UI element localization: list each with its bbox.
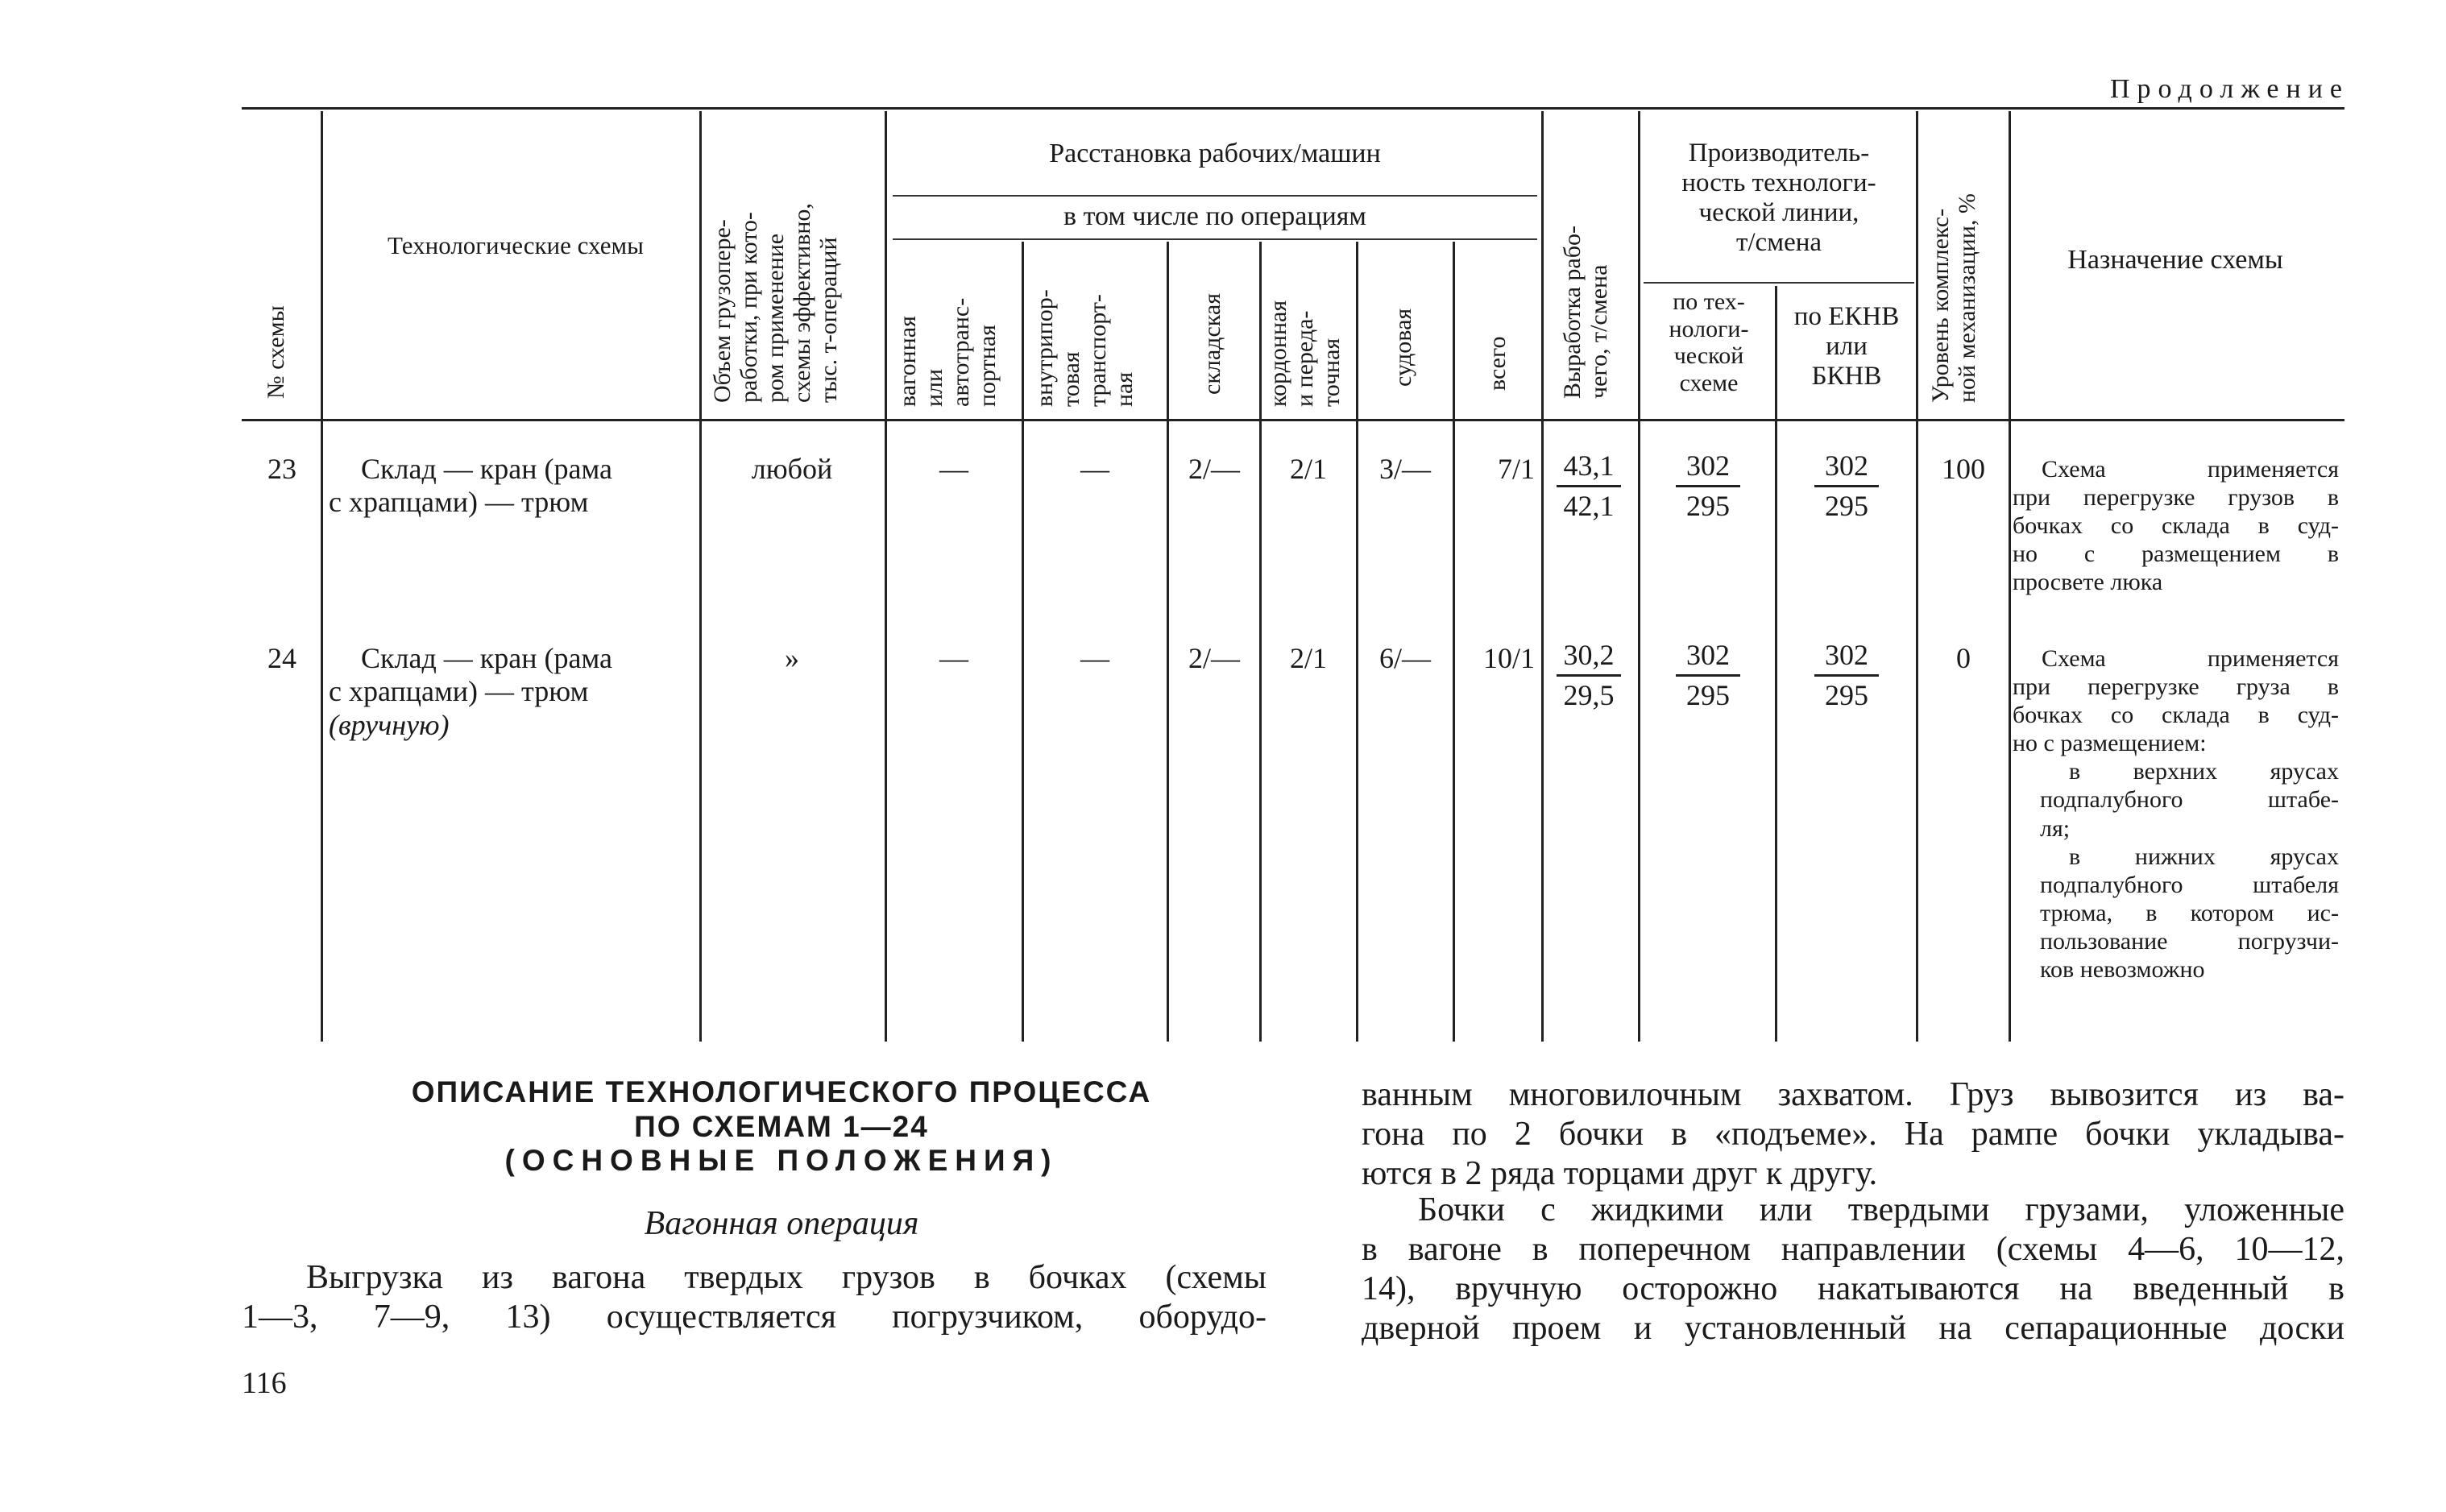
placement-subrule xyxy=(893,195,1537,197)
row24-productivity: $\frac{302}{295}$ xyxy=(1676,638,1740,713)
page-number: 116 xyxy=(242,1366,287,1400)
col-rule-11 xyxy=(1775,286,1777,1042)
header-wagon: вагонная или автотранс- портная xyxy=(894,297,1001,407)
col-rule-5 xyxy=(1167,242,1169,1042)
col-rule-3 xyxy=(885,111,887,1042)
row24-volume: » xyxy=(785,642,799,674)
row23-total: 7/1 xyxy=(1497,453,1535,485)
row24-wagon: — xyxy=(939,642,968,674)
row24-output: $\frac{30,2}{29,5}$ xyxy=(1557,638,1621,713)
row24-cordon: 2/1 xyxy=(1289,642,1327,674)
row23-no: 23 xyxy=(267,453,296,485)
row24-warehouse: 2/— xyxy=(1188,642,1240,674)
row23-productivity: $\frac{302}{295}$ xyxy=(1676,449,1740,524)
row23-warehouse: 2/— xyxy=(1188,453,1240,485)
row23-mechanization: 100 xyxy=(1942,453,1985,485)
row23-internal: — xyxy=(1080,453,1109,485)
col-rule-13 xyxy=(2009,111,2011,1042)
col-rule-12 xyxy=(1916,111,1918,1042)
row24-purpose: Схема применяется при перегрузке груза в бочках со склада в суд- но с размещением: в верхних ярусах подпалубного штабе- ля; в нижних ярусах подпалубного штабеля трюма, в котором ис- пользование погрузчи- ков невозможно xyxy=(2013,645,2339,984)
left-paragraph: Выгрузка из вагона твердых грузов в бочках (схемы 1—3, 7—9, 13) осуществляется погрузчиком, оборудо- xyxy=(242,1259,1267,1336)
row24-internal: — xyxy=(1080,642,1109,674)
including-subrule xyxy=(893,238,1537,240)
row23-purpose: Схема применяется при перегрузке грузов в бочках со склада в суд- но с размещением в просвете люка xyxy=(2013,456,2339,596)
col-rule-7 xyxy=(1356,242,1358,1042)
row23-ship: 3/— xyxy=(1378,453,1431,485)
header-volume: Объем грузопере- работки, при кото- ром применение схемы эффективно, тыс. т-операций xyxy=(709,203,842,403)
col-rule-9 xyxy=(1541,111,1544,1042)
row24-ship: 6/— xyxy=(1378,642,1431,674)
header-tech-scheme: Технологические схемы xyxy=(388,231,644,259)
table-top-rule xyxy=(242,107,2344,110)
row23-cordon: 2/1 xyxy=(1289,453,1327,485)
table-header-bottom-rule xyxy=(242,419,2344,421)
header-ship: судовая xyxy=(1390,308,1416,387)
col-rule-6 xyxy=(1259,242,1262,1042)
header-total: всего xyxy=(1484,336,1511,391)
right-paragraph-2: Бочки с жидкими или твердыми грузами, уложенные в вагоне в поперечном направлении (схемы 4—6, 10—12, 14), вручную осторожно накатываются на введенный в дверной проем и установленный на сепарационные доски xyxy=(1362,1191,2344,1348)
continuation-label: Продолжение xyxy=(2109,74,2349,104)
header-by-ekhv: по ЕКНВ или БКНВ xyxy=(1793,302,1900,391)
row24-total: 10/1 xyxy=(1482,642,1535,674)
col-rule-10 xyxy=(1638,111,1640,1042)
row24-ekhv: $\frac{302}{295}$ xyxy=(1814,638,1879,713)
row23-wagon: — xyxy=(939,453,968,485)
productivity-subrule xyxy=(1644,282,1914,284)
section-title: ОПИСАНИЕ ТЕХНОЛОГИЧЕСКОГО ПРОЦЕССА ПО СХЕМАМ 1—24 (ОСНОВНЫЕ ПОЛОЖЕНИЯ) xyxy=(411,1075,1152,1178)
header-including: в том числе по операциям xyxy=(1063,201,1366,231)
col-rule-4 xyxy=(1022,242,1024,1042)
row23-ekhv: $\frac{302}{295}$ xyxy=(1814,449,1879,524)
header-placement: Расстановка рабочих/машин xyxy=(1049,139,1381,168)
header-warehouse: складская xyxy=(1199,293,1225,395)
header-internal-transport: внутрипор- товая транспорт- ная xyxy=(1031,289,1138,407)
header-output: Выработка рабо- чего, т/смена xyxy=(1559,226,1612,399)
row24-no: 24 xyxy=(267,642,296,674)
col-rule-2 xyxy=(699,111,702,1042)
col-rule-8 xyxy=(1453,242,1455,1042)
header-mechanization: Уровень комплекс- ной механизации, % xyxy=(1927,193,1980,403)
header-cordon: кордонная и переда- точная xyxy=(1265,300,1345,407)
header-by-scheme: по тех- нологи- ческой схеме xyxy=(1669,288,1749,396)
col-rule-1 xyxy=(321,111,323,1042)
row24-scheme: Склад — кран (рама с храпцами) — трюм (вручную) xyxy=(329,642,612,741)
row23-volume: любой xyxy=(751,453,833,485)
row24-mechanization: 0 xyxy=(1956,642,1971,674)
row23-scheme: Склад — кран (рама с храпцами) — трюм xyxy=(329,453,612,519)
header-scheme-no: № схемы xyxy=(263,305,289,399)
section-subtitle: Вагонная операция xyxy=(644,1205,919,1242)
header-purpose: Назначение схемы xyxy=(2067,245,2283,275)
right-paragraph-1: ванным многовилочным захватом. Груз вывозится из ва- гона по 2 бочки в «подъеме». На рампе бочки укладыва- ются в 2 ряда торцами друг к другу. xyxy=(1362,1076,2344,1193)
row23-output: $\frac{43,1}{42,1}$ xyxy=(1557,449,1621,524)
header-productivity: Производитель- ность технологи- ческой линии, т/смена xyxy=(1681,139,1876,257)
